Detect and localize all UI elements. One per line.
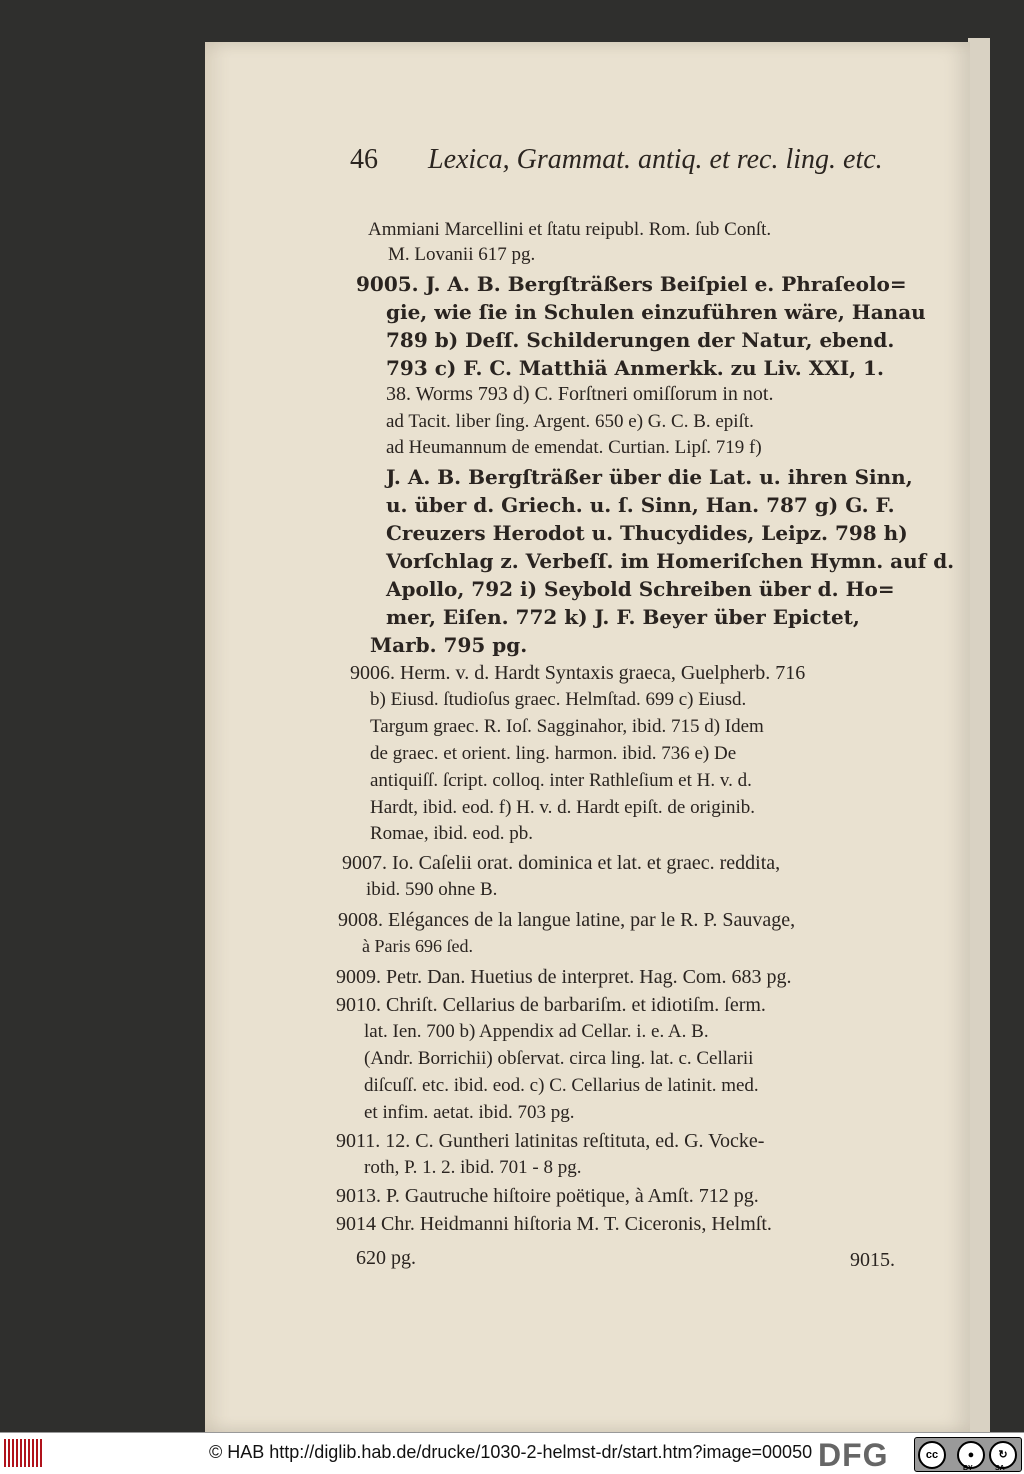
- text-line: à Paris 696 ſed.: [362, 936, 473, 956]
- text-line: M. Lovanii 617 pg.: [388, 244, 536, 265]
- text-line: u. über d. Griech. u. ſ. Sinn, Han. 787 g) G. F.: [386, 493, 895, 517]
- text-line: Targum graec. R. Ioſ. Sagginahor, ibid. 715 d) Idem: [370, 716, 764, 737]
- text-line: b) Eiusd. ſtudioſus graec. Helmſtad. 699 c) Eiusd.: [370, 689, 747, 710]
- text-line: antiquiſſ. ſcript. colloq. inter Rathleſium et H. v. d.: [370, 770, 752, 791]
- text-line: gie, wie ſie in Schulen einzuführen wäre, Hanau: [386, 300, 926, 324]
- hab-logo-icon: [4, 1439, 44, 1467]
- text-line: Romae, ibid. eod. pb.: [370, 823, 534, 844]
- text-line: diſcuſſ. etc. ibid. eod. c) C. Cellarius de latinit. med.: [364, 1075, 759, 1096]
- entry-9005: 9005. J. A. B. Bergſträßers Beiſpiel e. Phraſeolo=: [356, 272, 907, 296]
- text-line: Apollo, 792 i) Seybold Schreiben über d. Ho=: [386, 577, 895, 601]
- page-number: 46: [350, 144, 378, 175]
- page-edge: [968, 38, 990, 1432]
- entry-9010: 9010. Chriſt. Cellarius de barbariſm. et idiotiſm. ſerm.: [336, 994, 766, 1016]
- text-line: ad Heumannum de emendat. Curtian. Lipſ. 719 f): [386, 437, 762, 458]
- text-line: Creuzers Herodot u. Thucydides, Leipz. 798 h): [386, 521, 908, 545]
- cc-icon: cc: [918, 1441, 946, 1469]
- text-line: (Andr. Borrichii) obſervat. circa ling. lat. c. Cellarii: [364, 1048, 754, 1069]
- text-line: de graec. et orient. ling. harmon. ibid. 736 e) De: [370, 743, 737, 764]
- text-line: Marb. 795 pg.: [370, 633, 528, 657]
- text-line: 789 b) Deſſ. Schilderungen der Natur, ebend.: [386, 328, 895, 352]
- cc-license-badge[interactable]: [914, 1437, 1022, 1472]
- by-label: BY: [963, 1465, 973, 1472]
- text-line: Ammiani Marcellini et ſtatu reipubl. Rom. ſub Conſt.: [368, 219, 772, 240]
- text-line: Hardt, ibid. eod. f) H. v. d. Hardt epiſt. de originib.: [370, 797, 756, 818]
- entry-9014: 9014 Chr. Heidmanni hiſtoria M. T. Ciceronis, Helmſt.: [336, 1213, 772, 1235]
- running-head: Lexica, Grammat. antiq. et rec. ling. etc.: [428, 144, 883, 175]
- text-line: mer, Eiſen. 772 k) J. F. Beyer über Epictet,: [386, 605, 860, 629]
- source-link[interactable]: © HAB http://diglib.hab.de/drucke/1030-2-helmst-dr/start.htm?image=00050: [209, 1442, 813, 1462]
- sa-label: SA: [995, 1465, 1005, 1472]
- text-line: 793 c) F. C. Matthiä Anmerkk. zu Liv. XXI, 1.: [386, 356, 884, 380]
- catchword: 9015.: [850, 1249, 895, 1271]
- text-line: Vorſchlag z. Verbeſſ. im Homeriſchen Hymn. auf d.: [386, 549, 955, 573]
- entry-9006: 9006. Herm. v. d. Hardt Syntaxis graeca, Guelpherb. 716: [350, 662, 806, 684]
- text-line: J. A. B. Bergſträßer über die Lat. u. ihren Sinn,: [386, 465, 913, 489]
- text-line: roth, P. 1. 2. ibid. 701 - 8 pg.: [364, 1157, 582, 1178]
- entry-9009: 9009. Petr. Dan. Huetius de interpret. Hag. Com. 683 pg.: [336, 966, 792, 988]
- text-line: lat. Ien. 700 b) Appendix ad Cellar. i. e. A. B.: [364, 1021, 709, 1042]
- text-line: ibid. 590 ohne B.: [366, 879, 498, 900]
- viewer-footer: [0, 1432, 1024, 1474]
- text-line: ad Tacit. liber ſing. Argent. 650 e) G. C. B. epiſt.: [386, 411, 754, 432]
- entry-9013: 9013. P. Gautruche hiſtoire poëtique, à Amſt. 712 pg.: [336, 1185, 759, 1207]
- text-line: 620 pg.: [356, 1247, 416, 1269]
- text-line: et infim. aetat. ibid. 703 pg.: [364, 1102, 575, 1123]
- sa-icon: ↻: [989, 1441, 1017, 1469]
- text-line: 38. Worms 793 d) C. Forſtneri omiſſorum in not.: [386, 383, 774, 405]
- by-icon: ●: [957, 1441, 985, 1469]
- entry-9011: 9011. 12. C. Guntheri latinitas reſtituta, ed. G. Vocke-: [336, 1130, 765, 1152]
- entry-9007: 9007. Io. Caſelii orat. dominica et lat. et graec. reddita,: [342, 852, 781, 874]
- page-header: [350, 144, 940, 184]
- dfg-logo: DFG: [818, 1437, 889, 1473]
- entry-9008: 9008. Elégances de la langue latine, par le R. P. Sauvage,: [338, 909, 796, 931]
